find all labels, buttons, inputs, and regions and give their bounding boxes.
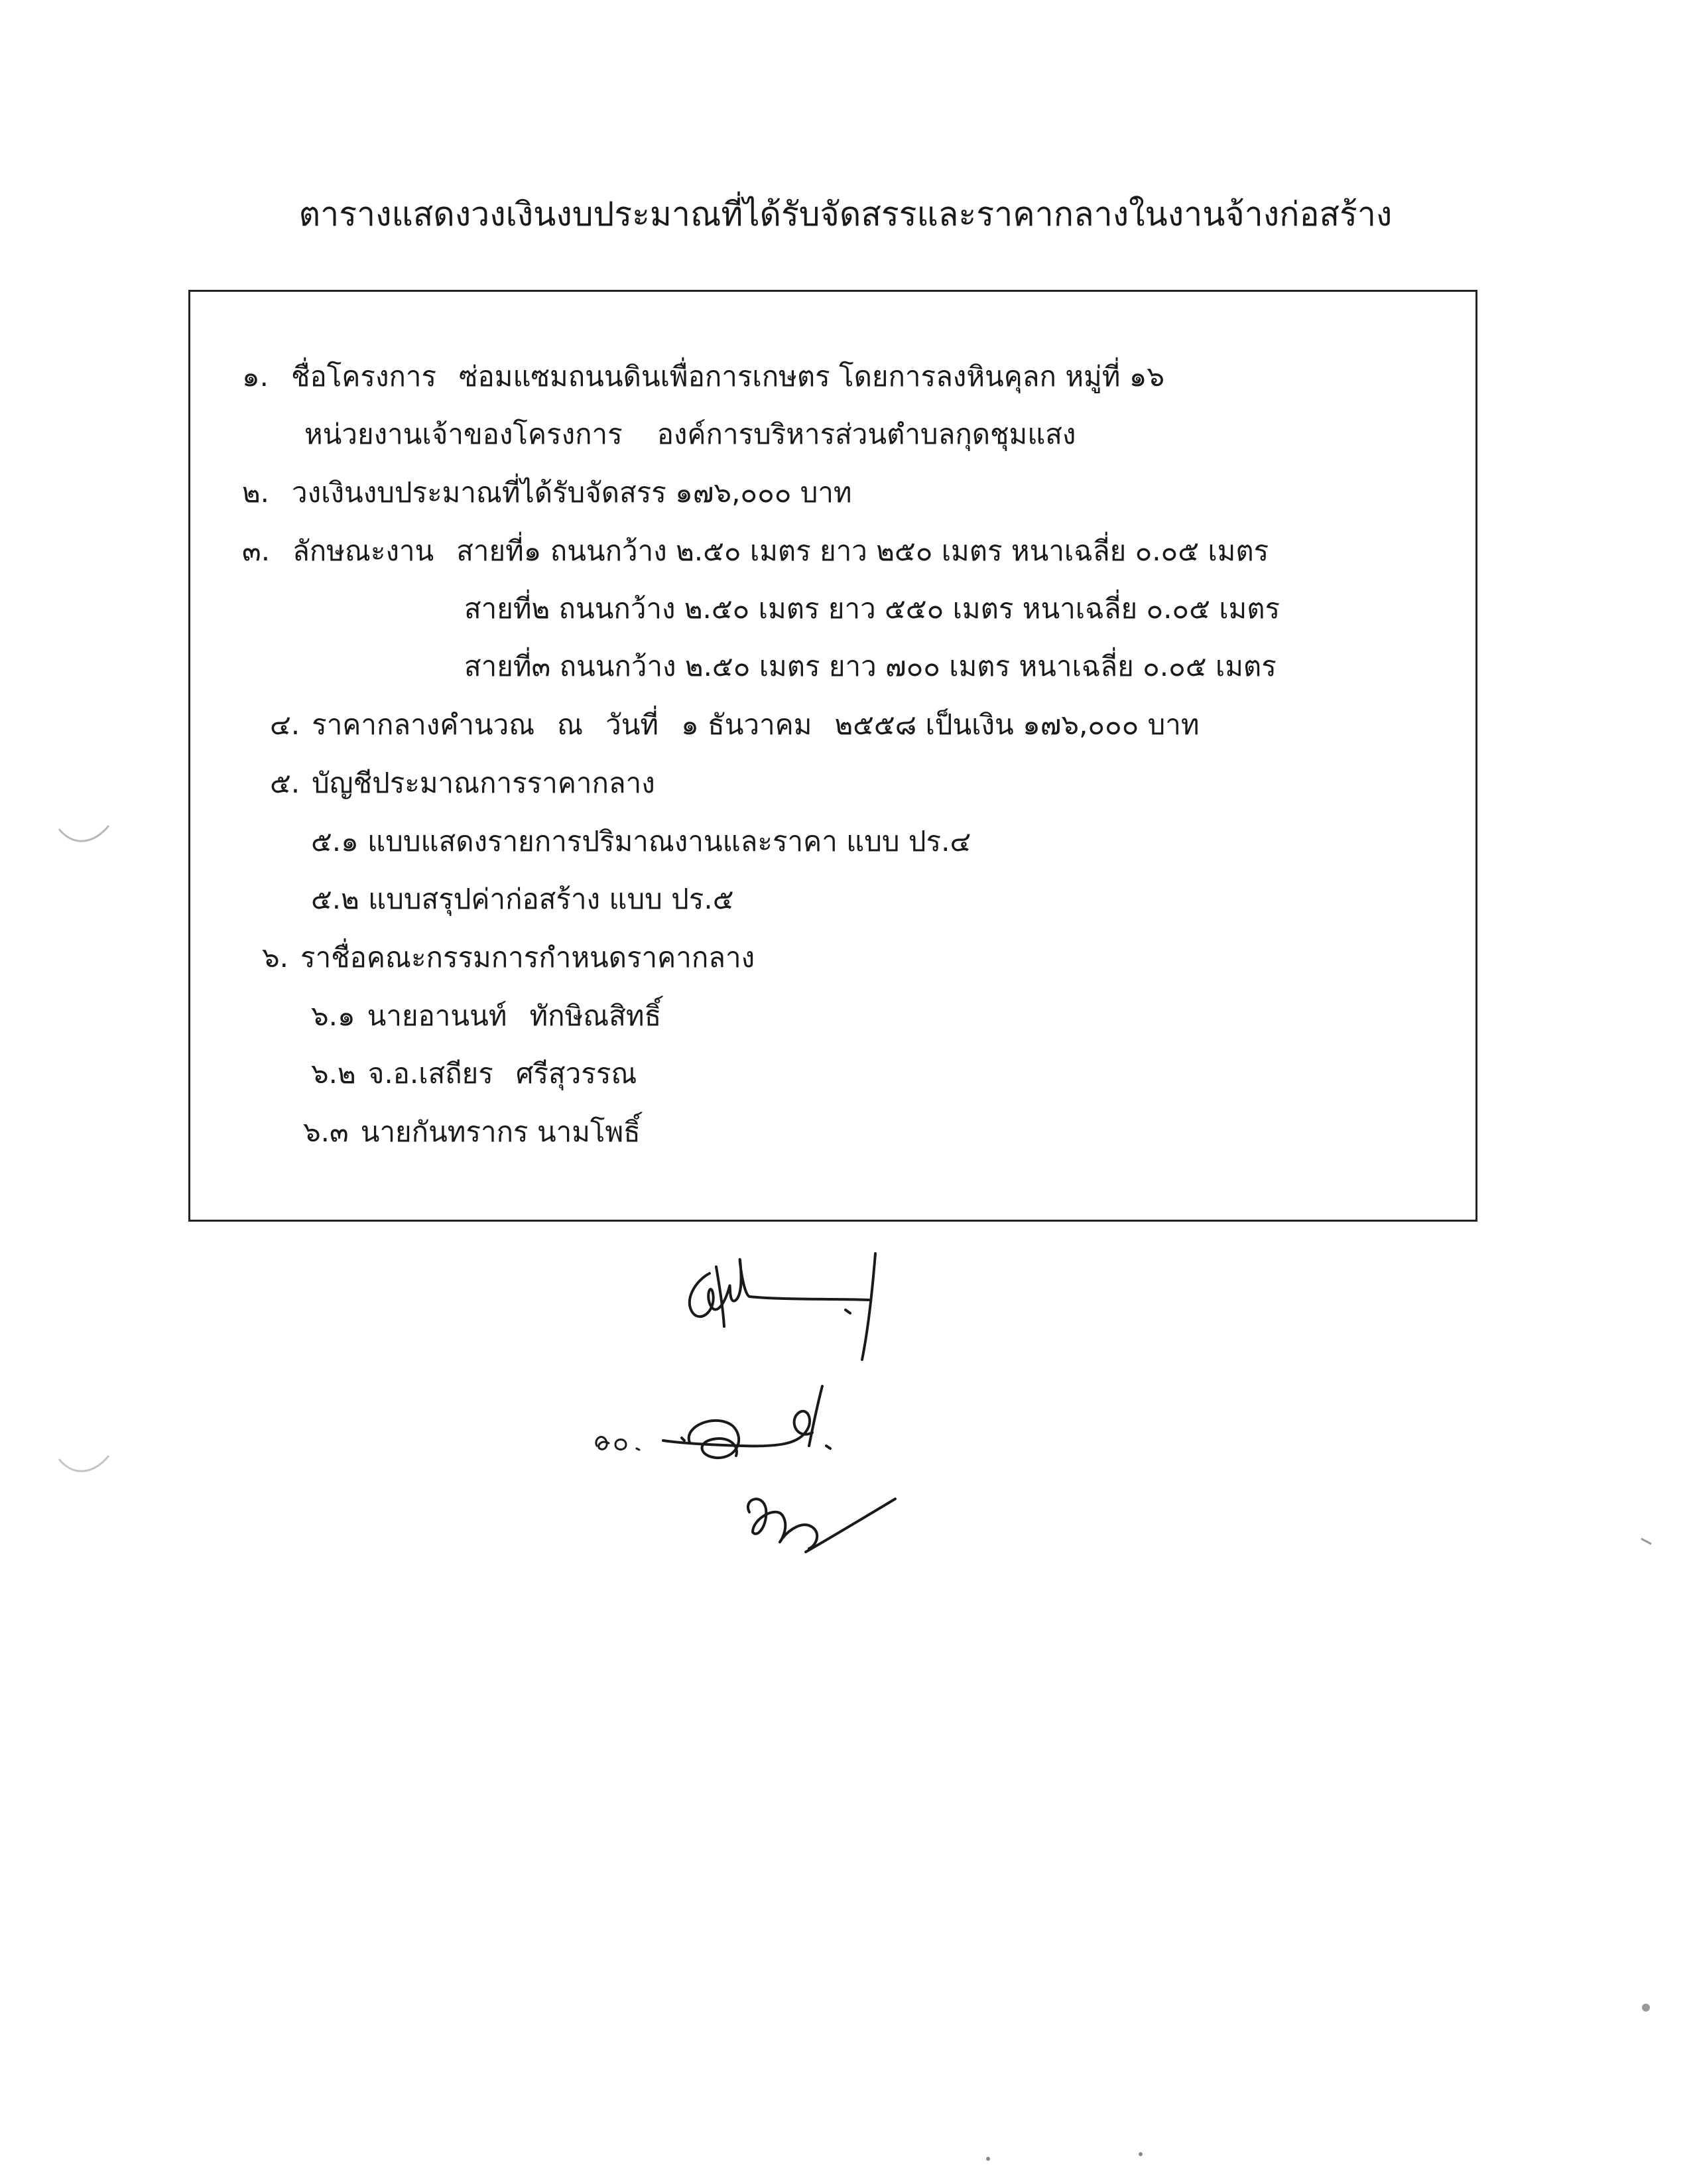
punch-hole-mark — [56, 1446, 115, 1486]
scan-speck — [1638, 1532, 1658, 1552]
median-price-at: ณ — [557, 708, 584, 741]
item-estimate-row — [270, 763, 655, 803]
project-owner-value: องค์การบริหารส่วนตำบลกุดชุมแสง — [657, 418, 1076, 450]
estimate-sub-item: ๕.๒ แบบสรุปค่าก่อสร้าง แบบ ปร.๕ — [311, 883, 734, 915]
signatures-graphic — [584, 1247, 1021, 1632]
work-line: สายที่๓ ถนนกว้าง ๒.๕๐ เมตร ยาว ๗๐๐ เมตร หนาเฉลี่ย ๐.๐๕ เมตร — [464, 650, 1277, 682]
committee-member-number: ๖.๑ — [311, 999, 355, 1032]
median-price-label: ราคากลางคำนวณ — [312, 708, 535, 741]
committee-member-2 — [311, 1054, 637, 1094]
project-owner-label: หน่วยงานเจ้าของโครงการ — [304, 418, 623, 450]
committee-member-3 — [303, 1112, 641, 1152]
item-number: ๖. — [262, 941, 289, 974]
median-price-date: ๑ ธันวาคม — [681, 708, 812, 741]
item-number: ๓. — [242, 535, 271, 567]
punch-hole-mark — [56, 816, 115, 856]
page-title: ตารางแสดงวงเงินงบประมาณที่ได้รับจัดสรรและราคากลางในงานจ้างก่อสร้าง — [298, 195, 1393, 233]
budget-text: วงเงินงบประมาณที่ได้รับจัดสรร ๑๗๖,๐๐๐ บาท — [292, 476, 852, 509]
signature-2 — [663, 1386, 830, 1458]
work-label: ลักษณะงาน — [292, 535, 434, 567]
median-price-amount: ๒๕๕๘ เป็นเงิน ๑๗๖,๐๐๐ บาท — [834, 708, 1200, 741]
median-price-date-label: วันที่ — [605, 708, 659, 741]
item-estimate-sub-1 — [311, 822, 971, 862]
estimate-sub-item: ๕.๑ แบบแสดงรายการปริมาณงานและราคา แบบ ปร.๔ — [311, 825, 971, 858]
work-line: สายที่๒ ถนนกว้าง ๒.๕๐ เมตร ยาว ๕๕๐ เมตร หนาเฉลี่ย ๐.๐๕ เมตร — [464, 592, 1281, 625]
signature-1 — [690, 1253, 875, 1360]
item-work-row — [242, 531, 1269, 571]
committee-member-number: ๖.๒ — [311, 1057, 356, 1090]
item-work-line-3 — [464, 647, 1277, 686]
committee-member-name: นายกันทรากร นามโพธิ์ — [360, 1116, 641, 1148]
item-number: ๑. — [242, 360, 269, 393]
item-budget-row — [242, 473, 852, 513]
item-number: ๔. — [270, 708, 300, 741]
committee-member-surname: ศรีสุวรรณ — [515, 1057, 637, 1090]
project-name-value: ซ่อมแซมถนนดินเพื่อการเกษตร โดยการลงหินคุลก หมู่ที่ ๑๖ — [459, 360, 1165, 393]
committee-member-surname: ทักษิณสิทธิ์ — [529, 999, 662, 1032]
item-project-row — [242, 357, 1164, 397]
item-committee-row — [262, 938, 755, 978]
budget-table-box — [188, 290, 1477, 1222]
committee-member-name: นายอานนท์ — [367, 999, 507, 1032]
estimate-label: บัญชีประมาณการราคากลาง — [312, 767, 655, 799]
scan-speck — [981, 2149, 1180, 2169]
committee-label: ราชื่อคณะกรรมการกำหนดราคากลาง — [300, 941, 755, 974]
work-line: สายที่๑ ถนนกว้าง ๒.๕๐ เมตร ยาว ๒๕๐ เมตร หนาเฉลี่ย ๐.๐๕ เมตร — [456, 535, 1269, 567]
committee-member-name: จ.อ.เสถียร — [367, 1057, 493, 1090]
item-work-line-2 — [464, 589, 1280, 629]
project-name-label: ชื่อโครงการ — [291, 360, 437, 393]
committee-member-1 — [311, 996, 661, 1036]
item-number: ๒. — [242, 476, 270, 509]
item-number: ๕. — [270, 767, 300, 799]
item-estimate-sub-2 — [311, 879, 734, 919]
committee-member-number: ๖.๓ — [303, 1116, 349, 1148]
signature-3 — [748, 1499, 895, 1552]
scan-speck — [1638, 2000, 1658, 2020]
item-project-owner-row — [304, 415, 1076, 454]
item-median-price-row — [270, 705, 1200, 745]
